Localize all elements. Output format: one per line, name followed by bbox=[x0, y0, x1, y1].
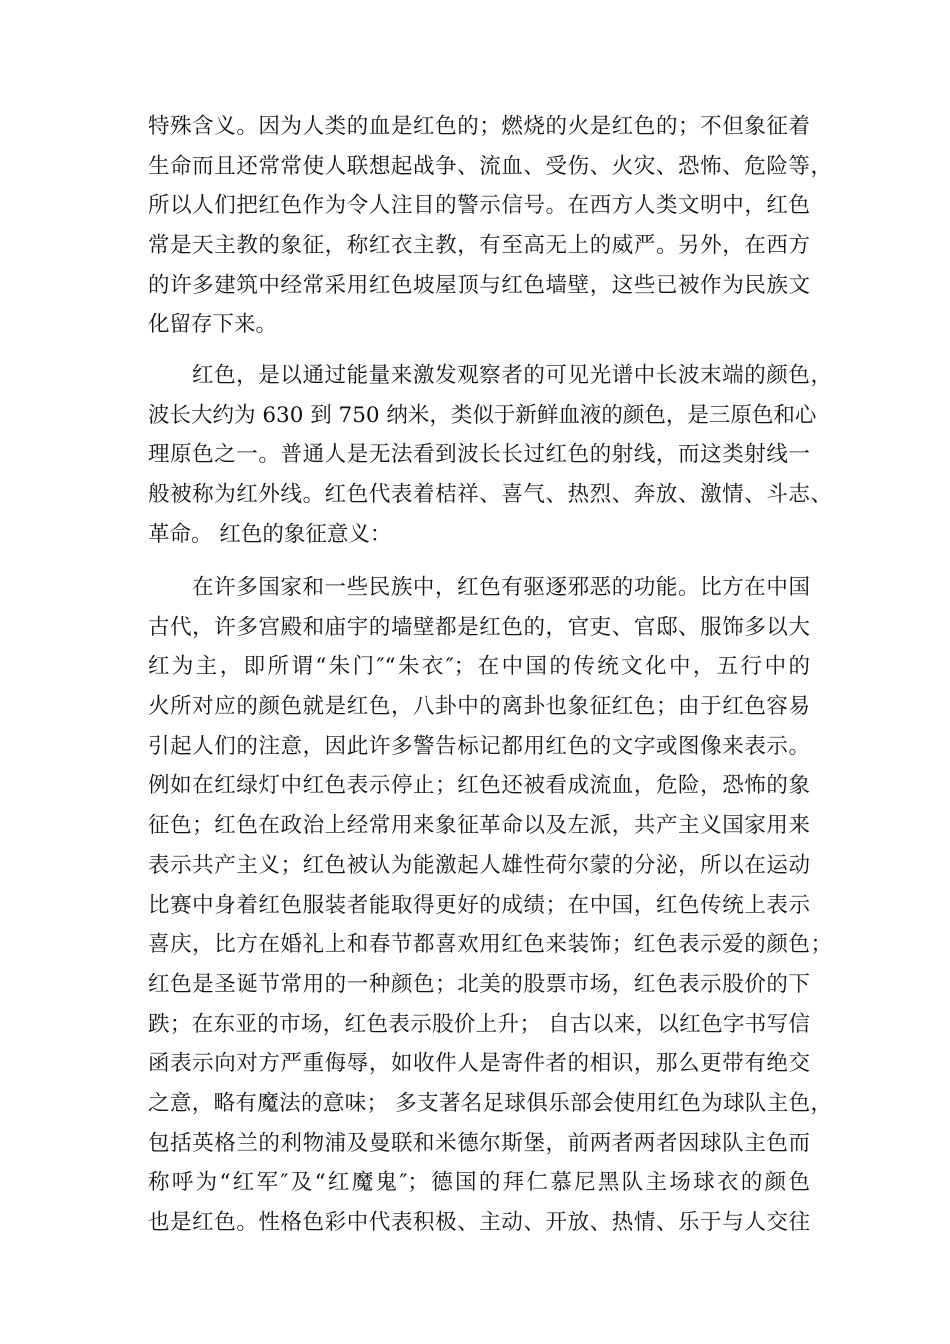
text-line: 特殊含义。因为人类的血是红色的；燃烧的火是红色的；不但象征着 bbox=[148, 114, 810, 139]
text-line: 征色；红色在政治上经常用来象征革命以及左派，共产主义国家用来 bbox=[148, 813, 810, 839]
text-line: 红为主，即所谓“朱门″“朱衣″；在中国的传统文化中，五行中的 bbox=[148, 654, 810, 680]
text-line: 例如在红绿灯中红色表示停止；红色还被看成流血，危险，恐怖的象 bbox=[148, 773, 810, 799]
text-line: 也是红色。性格色彩中代表积极、主动、开放、热情、乐于与人交往 bbox=[148, 1210, 810, 1235]
paragraph-1 bbox=[148, 107, 832, 345]
text-line: 般被称为红外线。红色代表着桔祥、喜气、热烈、奔放、激情、斗志、 bbox=[148, 482, 832, 508]
text-line: 在许多国家和一些民族中，红色有驱逐邪恶的功能。比方在中国 bbox=[192, 575, 810, 600]
text-line: 红色是圣诞节常用的一种颜色；北美的股票市场，红色表示股价的下 bbox=[148, 971, 810, 997]
text-line: 表示共产主义；红色被认为能激起人雄性荷尔蒙的分泌，所以在运动 bbox=[148, 852, 810, 878]
text-line: 化留存下来。 bbox=[148, 312, 278, 338]
text-line: 喜庆，比方在婚礼上和春节都喜欢用红色来装饰；红色表示爱的颜色； bbox=[148, 932, 832, 958]
text-line: 红色，是以通过能量来激发观察者的可见光谱中长波末端的颜色， bbox=[192, 363, 832, 388]
text-line: 包括英格兰的利物浦及曼联和米德尔斯堡，前两者两者因球队主色而 bbox=[148, 1130, 810, 1156]
text-line: 的许多建筑中经常采用红色坡屋顶与红色墙壁，这些已被作为民族文 bbox=[148, 272, 810, 298]
text-line: 革命。 红色的象征意义： bbox=[148, 521, 392, 547]
text-line: 理原色之一。普通人是无法看到波长长过红色的射线，而这类射线一 bbox=[148, 442, 810, 468]
text-line: 函表示向对方严重侮辱，如收件人是寄件者的相识，那么更带有绝交 bbox=[148, 1051, 810, 1077]
text-line: 常是天主教的象征，称红衣主教，有至高无上的威严。另外，在西方 bbox=[148, 233, 810, 259]
text-line: 所以人们把红色作为令人注目的警示信号。在西方人类文明中，红色 bbox=[148, 193, 810, 219]
text-line: 波长大约为 630 到 750 纳米，类似于新鲜血液的颜色，是三原色和心 bbox=[148, 402, 817, 428]
text-line: 引起人们的注意，因此许多警告标记都用红色的文字或图像来表示。 bbox=[148, 733, 810, 759]
text-line: 称呼为“红军″及“红魔鬼″；德国的拜仁慕尼黑队主场球衣的颜色 bbox=[148, 1170, 810, 1196]
text-line: 古代，许多宫殿和庙宇的墙壁都是红色的，官吏、官邸、服饰多以大 bbox=[148, 614, 810, 640]
paragraph-3 bbox=[148, 568, 832, 1243]
text-line: 跌；在东亚的市场，红色表示股价上升； 自古以来，以红色字书写信 bbox=[148, 1011, 810, 1037]
text-line: 生命而且还常常使人联想起战争、流血、受伤、火灾、恐怖、危险等， bbox=[148, 153, 832, 179]
text-line: 火所对应的颜色就是红色，八卦中的离卦也象征红色；由于红色容易 bbox=[148, 694, 810, 720]
paragraph-2 bbox=[148, 356, 832, 554]
text-line: 比赛中身着红色服装者能取得更好的成绩；在中国，红色传统上表示 bbox=[148, 892, 810, 918]
text-line: 之意，略有魔法的意味； 多支著名足球俱乐部会使用红色为球队主色， bbox=[148, 1090, 832, 1116]
